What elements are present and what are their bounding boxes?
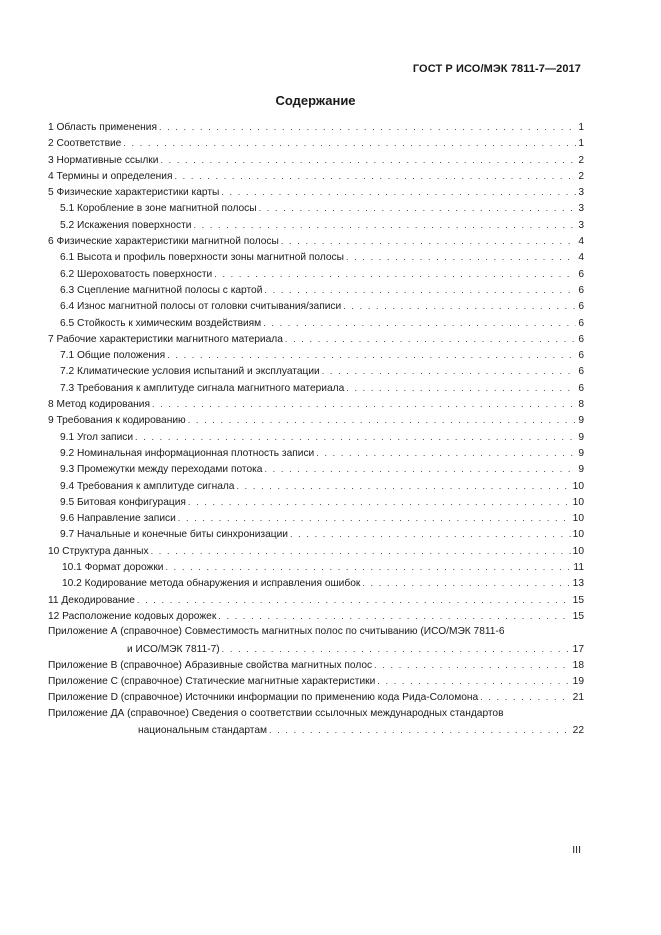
toc-entry-label: 9.6 Направление записи: [60, 513, 176, 525]
toc-entry-page: 3: [578, 219, 584, 231]
toc-leader-dots: [263, 315, 576, 331]
toc-entry-page: 4: [578, 236, 584, 248]
toc-entry-page: 15: [572, 594, 584, 606]
toc-entry-page: 1: [578, 138, 584, 150]
toc-entry-9-6[interactable]: [48, 510, 584, 526]
toc-entry-3[interactable]: [48, 152, 584, 168]
toc-leader-dots: [259, 200, 577, 216]
toc-leader-dots: [137, 592, 571, 608]
toc-leader-dots: [218, 608, 570, 624]
toc-entry-9-7[interactable]: [48, 526, 584, 542]
toc-entry-page: 6: [578, 366, 584, 378]
toc-annex-label: Приложение С (справочное) Статические магнитные характеристики: [48, 676, 376, 688]
toc-entry-9-2[interactable]: [48, 445, 584, 461]
toc-leader-dots: [362, 575, 570, 591]
toc-entry-label: 7.3 Требования к амплитуде сигнала магнитного материала: [60, 382, 345, 394]
toc-leader-dots: [346, 380, 576, 396]
toc-entry-page: 2: [578, 154, 584, 166]
toc-annex-a-line2[interactable]: [48, 641, 584, 657]
toc-entry-label: 10.2 Кодирование метода обнаружения и исправления ошибок: [62, 578, 361, 590]
toc-entry-9-5[interactable]: [48, 494, 584, 510]
toc-entry-page: 2: [578, 170, 584, 182]
toc-entry-label: 9.3 Промежутки между переходами потока: [60, 464, 263, 476]
toc-leader-dots: [221, 184, 576, 200]
toc-entry-label: 6.5 Стойкость к химическим воздействиям: [60, 317, 262, 329]
toc-leader-dots: [165, 559, 571, 575]
toc-annex-a-line1[interactable]: [48, 624, 584, 640]
toc-leader-dots: [214, 266, 576, 282]
toc-leader-dots: [152, 396, 576, 412]
toc-entry-page: 9: [578, 431, 584, 443]
toc-entry-page: 6: [578, 382, 584, 394]
toc-entry-label: 11 Декодирование: [48, 594, 135, 606]
toc-entry-page: 6: [578, 268, 584, 280]
toc-entry-9-3[interactable]: [48, 461, 584, 477]
toc-annex-b[interactable]: [48, 657, 584, 673]
toc-entry-label: 6 Физические характеристики магнитной полосы: [48, 236, 279, 248]
toc-entry-page: 19: [572, 676, 584, 688]
toc-entry-5-2[interactable]: [48, 217, 584, 233]
toc-annex-da-line1[interactable]: [48, 706, 584, 722]
toc-title: Содержание: [275, 93, 356, 108]
toc-entry-label: 5.2 Искажения поверхности: [60, 219, 192, 231]
toc-annex-d[interactable]: [48, 689, 584, 705]
toc-entry-page: 3: [578, 203, 584, 215]
toc-leader-dots: [123, 135, 576, 151]
toc-annex-label: Приложение ДА (справочное) Сведения о соответствии ссылочных международных стандартов: [48, 707, 504, 719]
toc-entry-label: 10.1 Формат дорожки: [62, 562, 164, 574]
toc-entry-9[interactable]: [48, 412, 584, 428]
toc-entry-label: 12 Расположение кодовых дорожек: [48, 610, 217, 622]
toc-annex-label: Приложение А (справочное) Совместимость магнитных полос по считыванию (ИСО/МЭК 7811-6: [48, 626, 505, 638]
toc-entry-6-5[interactable]: [48, 315, 584, 331]
toc-annex-c[interactable]: [48, 673, 584, 689]
toc-entry-label: 9.4 Требования к амплитуде сигнала: [60, 480, 235, 492]
toc-entry-page: 9: [578, 415, 584, 427]
toc-leader-dots: [480, 689, 571, 705]
toc-entry-page: 3: [578, 187, 584, 199]
toc-leader-dots: [236, 478, 570, 494]
toc-entry-5-1[interactable]: [48, 200, 584, 216]
toc-leader-dots: [174, 168, 576, 184]
toc-entry-label: 7.1 Общие положения: [60, 350, 166, 362]
toc-entry-page: 21: [572, 692, 584, 704]
toc-entry-page: 10: [572, 545, 584, 557]
toc-entry-label: 9.7 Начальные и конечные биты синхронизации: [60, 529, 288, 541]
toc-entry-4[interactable]: [48, 168, 584, 184]
toc-entry-label: 9.5 Битовая конфигурация: [60, 496, 186, 508]
toc-entry-label: 1 Область применения: [48, 122, 157, 133]
toc-entry-6-4[interactable]: [48, 298, 584, 314]
toc-entry-9-4[interactable]: [48, 478, 584, 494]
toc-entry-page: 9: [578, 447, 584, 459]
toc-leader-dots: [377, 673, 570, 689]
toc-entry-page: 6: [578, 317, 584, 329]
page-number: III: [572, 844, 581, 856]
toc-entry-label: 7 Рабочие характеристики магнитного материала: [48, 333, 283, 345]
toc-entry-page: 6: [578, 301, 584, 313]
toc-entry-page: 10: [572, 529, 584, 541]
toc-entry-label: 8 Метод кодирования: [48, 399, 150, 411]
toc-entry-label: 9.2 Номинальная информационная плотность записи: [60, 447, 315, 459]
toc-leader-dots: [264, 282, 576, 298]
toc-leader-dots: [316, 445, 576, 461]
toc-entry-label: 9.1 Угол записи: [60, 431, 134, 443]
toc-entry-page: 6: [578, 333, 584, 345]
toc-entry-12[interactable]: [48, 608, 584, 624]
toc-entry-label: 6.1 Высота и профиль поверхности зоны магнитной полосы: [60, 252, 344, 264]
toc-entry-5[interactable]: [48, 184, 584, 200]
toc-entry-label: 6.3 Сцепление магнитной полосы с картой: [60, 284, 263, 296]
toc-leader-dots: [374, 657, 571, 673]
toc-annex-da-line2[interactable]: [48, 722, 584, 738]
toc-entry-2[interactable]: [48, 135, 584, 151]
toc-entry-label: 5 Физические характеристики карты: [48, 187, 220, 199]
toc-entry-9-1[interactable]: [48, 429, 584, 445]
toc-entry-label: 6.4 Износ магнитной полосы от головки считывания/записи: [60, 301, 342, 313]
toc-leader-dots: [193, 217, 576, 233]
toc-leader-dots: [343, 298, 576, 314]
toc-entry-10-1[interactable]: [48, 559, 584, 575]
toc-entry-page: 15: [572, 610, 584, 622]
toc-entry-page: 11: [573, 562, 584, 574]
toc-leader-dots: [346, 249, 576, 265]
toc-leader-dots: [322, 363, 577, 379]
toc-entry-page: 22: [572, 724, 584, 736]
toc-entry-page: 9: [578, 464, 584, 476]
toc-leader-dots: [159, 119, 576, 135]
toc-leader-dots: [188, 494, 571, 510]
toc-leader-dots: [264, 461, 576, 477]
toc-leader-dots: [290, 526, 571, 542]
toc-entry-7-3[interactable]: [48, 380, 584, 396]
toc-entry-7[interactable]: [48, 331, 584, 347]
toc-leader-dots: [188, 412, 577, 428]
toc-leader-dots: [135, 429, 576, 445]
toc-entry-6-3[interactable]: [48, 282, 584, 298]
toc-entry-6[interactable]: [48, 233, 584, 249]
toc-entry-page: 10: [572, 480, 584, 492]
toc-entry-label: 3 Нормативные ссылки: [48, 154, 159, 166]
toc-leader-dots: [160, 152, 576, 168]
toc-entry-6-1[interactable]: [48, 249, 584, 265]
toc-entry-label: 7.2 Климатические условия испытаний и эксплуатации: [60, 366, 320, 378]
toc-entry-label: 6.2 Шероховатость поверхности: [60, 268, 213, 280]
toc-annex-label: Приложение В (справочное) Абразивные свойства магнитных полос: [48, 659, 373, 671]
toc-entry-7-2[interactable]: [48, 363, 584, 379]
toc-entry-label: 2 Соответствие: [48, 138, 122, 150]
toc-entry-page: 6: [578, 284, 584, 296]
toc-entry-page: 18: [572, 659, 584, 671]
toc-leader-dots: [285, 331, 576, 347]
toc-leader-dots: [222, 641, 571, 657]
toc-leader-dots: [269, 722, 571, 738]
toc-entry-10-2[interactable]: [48, 575, 584, 591]
toc-entry-page: 6: [578, 350, 584, 362]
toc-leader-dots: [178, 510, 571, 526]
toc-entry-page: 4: [578, 252, 584, 264]
toc-entry-page: 10: [572, 496, 584, 508]
toc-leader-dots: [167, 347, 576, 363]
toc-entry-1[interactable]: [48, 119, 584, 135]
toc-entry-page: 17: [572, 643, 584, 655]
toc-entry-page: 1: [578, 122, 584, 133]
toc-entry-page: 13: [572, 578, 584, 590]
toc-entry-label: 9 Требования к кодированию: [48, 415, 186, 427]
table-of-contents: [48, 119, 584, 738]
toc-entry-page: 8: [578, 399, 584, 411]
toc-entry-label: 10 Структура данных: [48, 545, 149, 557]
toc-entry-label: 4 Термины и определения: [48, 170, 173, 182]
toc-entry-11[interactable]: [48, 592, 584, 608]
toc-annex-label-cont: национальным стандартам: [138, 724, 268, 736]
toc-annex-label-cont: и ИСО/МЭК 7811-7): [127, 643, 220, 655]
toc-entry-10[interactable]: [48, 543, 584, 559]
toc-leader-dots: [281, 233, 576, 249]
toc-entry-label: 5.1 Коробление в зоне магнитной полосы: [60, 203, 257, 215]
toc-leader-dots: [151, 543, 571, 559]
toc-entry-8[interactable]: [48, 396, 584, 412]
toc-entry-7-1[interactable]: [48, 347, 584, 363]
toc-entry-6-2[interactable]: [48, 266, 584, 282]
toc-annex-label: Приложение D (справочное) Источники информации по применению кода Рида-Соломона: [48, 692, 479, 704]
toc-entry-page: 10: [572, 513, 584, 525]
document-code: ГОСТ Р ИСО/МЭК 7811-7—2017: [412, 63, 581, 75]
